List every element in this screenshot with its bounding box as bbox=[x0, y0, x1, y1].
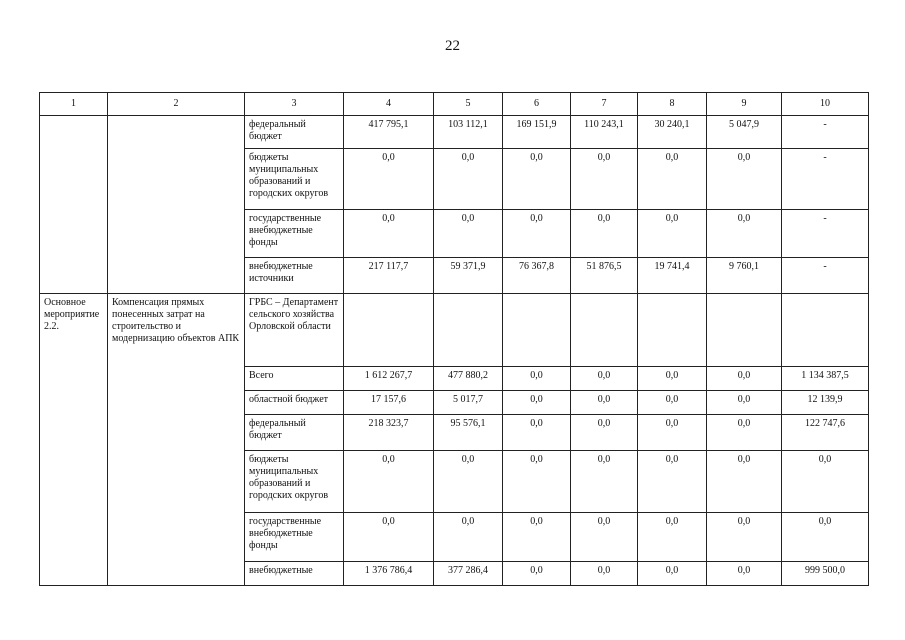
value-cell: 477 880,2 bbox=[434, 367, 503, 391]
value-cell: 0,0 bbox=[434, 451, 503, 513]
value-cell: 417 795,1 bbox=[344, 116, 434, 149]
value-cell: 76 367,8 bbox=[503, 258, 571, 294]
empty-cell bbox=[707, 294, 782, 367]
value-cell: 0,0 bbox=[782, 451, 869, 513]
value-cell: 0,0 bbox=[503, 513, 571, 562]
header-cell: 7 bbox=[571, 93, 638, 116]
empty-cell bbox=[434, 294, 503, 367]
value-cell: 0,0 bbox=[503, 367, 571, 391]
empty-cell bbox=[638, 294, 707, 367]
value-cell: - bbox=[782, 210, 869, 258]
funding-source-cell: областной бюджет bbox=[245, 391, 344, 415]
funding-source-cell: федеральный бюджет bbox=[245, 415, 344, 451]
value-cell: 19 741,4 bbox=[638, 258, 707, 294]
value-cell: 12 139,9 bbox=[782, 391, 869, 415]
value-cell: 0,0 bbox=[503, 149, 571, 210]
header-cell: 10 bbox=[782, 93, 869, 116]
value-cell: 0,0 bbox=[571, 451, 638, 513]
funding-source-cell: государственные внебюджетные фонды bbox=[245, 513, 344, 562]
value-cell: 0,0 bbox=[503, 391, 571, 415]
activity-cell-continued bbox=[40, 116, 108, 294]
value-cell: 0,0 bbox=[344, 513, 434, 562]
value-cell: 17 157,6 bbox=[344, 391, 434, 415]
value-cell: 1 134 387,5 bbox=[782, 367, 869, 391]
value-cell: 0,0 bbox=[503, 562, 571, 586]
value-cell: 218 323,7 bbox=[344, 415, 434, 451]
header-cell: 4 bbox=[344, 93, 434, 116]
header-cell: 5 bbox=[434, 93, 503, 116]
value-cell: 377 286,4 bbox=[434, 562, 503, 586]
value-cell: 169 151,9 bbox=[503, 116, 571, 149]
value-cell: 0,0 bbox=[503, 415, 571, 451]
value-cell: 0,0 bbox=[638, 391, 707, 415]
value-cell: 1 612 267,7 bbox=[344, 367, 434, 391]
value-cell: 0,0 bbox=[503, 210, 571, 258]
funding-source-cell: бюджеты муниципальных образований и городских округов bbox=[245, 149, 344, 210]
value-cell: 0,0 bbox=[707, 562, 782, 586]
funding-source-cell: федеральный бюджет bbox=[245, 116, 344, 149]
value-cell: 0,0 bbox=[344, 451, 434, 513]
value-cell: 0,0 bbox=[571, 562, 638, 586]
value-cell: 0,0 bbox=[344, 210, 434, 258]
value-cell: 999 500,0 bbox=[782, 562, 869, 586]
value-cell: - bbox=[782, 116, 869, 149]
empty-cell bbox=[571, 294, 638, 367]
value-cell: 217 117,7 bbox=[344, 258, 434, 294]
value-cell: 0,0 bbox=[571, 210, 638, 258]
empty-cell bbox=[344, 294, 434, 367]
activity-name-cell: Компенсация прямых понесенных затрат на строительство и модернизацию объектов АПК bbox=[108, 294, 245, 586]
header-cell: 1 bbox=[40, 93, 108, 116]
value-cell: 0,0 bbox=[434, 149, 503, 210]
name-cell-continued bbox=[108, 116, 245, 294]
value-cell: 59 371,9 bbox=[434, 258, 503, 294]
value-cell: 0,0 bbox=[571, 415, 638, 451]
value-cell: 0,0 bbox=[434, 513, 503, 562]
empty-cell bbox=[503, 294, 571, 367]
value-cell: 122 747,6 bbox=[782, 415, 869, 451]
table-header-row bbox=[40, 93, 869, 116]
value-cell: 103 112,1 bbox=[434, 116, 503, 149]
value-cell: - bbox=[782, 258, 869, 294]
value-cell: 0,0 bbox=[782, 513, 869, 562]
funding-source-cell: бюджеты муниципальных образований и городских округов bbox=[245, 451, 344, 513]
activity-cell: Основное мероприятие 2.2. bbox=[40, 294, 108, 586]
value-cell: 0,0 bbox=[638, 367, 707, 391]
funding-source-cell: государственные внебюджетные фонды bbox=[245, 210, 344, 258]
empty-cell bbox=[782, 294, 869, 367]
header-cell: 8 bbox=[638, 93, 707, 116]
value-cell: 0,0 bbox=[707, 391, 782, 415]
value-cell: 95 576,1 bbox=[434, 415, 503, 451]
value-cell: - bbox=[782, 149, 869, 210]
header-cell: 6 bbox=[503, 93, 571, 116]
value-cell: 0,0 bbox=[707, 451, 782, 513]
value-cell: 0,0 bbox=[503, 451, 571, 513]
value-cell: 0,0 bbox=[707, 513, 782, 562]
value-cell: 0,0 bbox=[344, 149, 434, 210]
value-cell: 0,0 bbox=[638, 451, 707, 513]
responsible-cell: ГРБС – Департамент сельского хозяйства Орловской области bbox=[245, 294, 344, 367]
page-number: 22 bbox=[445, 38, 460, 54]
header-cell: 2 bbox=[108, 93, 245, 116]
funding-source-cell: внебюджетные источники bbox=[245, 258, 344, 294]
funding-source-cell: Всего bbox=[245, 367, 344, 391]
value-cell: 0,0 bbox=[434, 210, 503, 258]
table-row bbox=[40, 116, 869, 149]
header-cell: 3 bbox=[245, 93, 344, 116]
value-cell: 51 876,5 bbox=[571, 258, 638, 294]
value-cell: 0,0 bbox=[638, 149, 707, 210]
value-cell: 0,0 bbox=[707, 415, 782, 451]
value-cell: 0,0 bbox=[707, 210, 782, 258]
value-cell: 0,0 bbox=[638, 562, 707, 586]
value-cell: 5 047,9 bbox=[707, 116, 782, 149]
value-cell: 0,0 bbox=[707, 367, 782, 391]
funding-source-cell: внебюджетные bbox=[245, 562, 344, 586]
value-cell: 0,0 bbox=[571, 367, 638, 391]
value-cell: 30 240,1 bbox=[638, 116, 707, 149]
value-cell: 0,0 bbox=[707, 149, 782, 210]
value-cell: 1 376 786,4 bbox=[344, 562, 434, 586]
value-cell: 110 243,1 bbox=[571, 116, 638, 149]
value-cell: 0,0 bbox=[638, 210, 707, 258]
value-cell: 0,0 bbox=[638, 415, 707, 451]
value-cell: 5 017,7 bbox=[434, 391, 503, 415]
value-cell: 0,0 bbox=[571, 513, 638, 562]
table-row bbox=[40, 294, 869, 367]
value-cell: 0,0 bbox=[638, 513, 707, 562]
budget-table bbox=[39, 92, 869, 586]
value-cell: 0,0 bbox=[571, 149, 638, 210]
value-cell: 0,0 bbox=[571, 391, 638, 415]
value-cell: 9 760,1 bbox=[707, 258, 782, 294]
header-cell: 9 bbox=[707, 93, 782, 116]
